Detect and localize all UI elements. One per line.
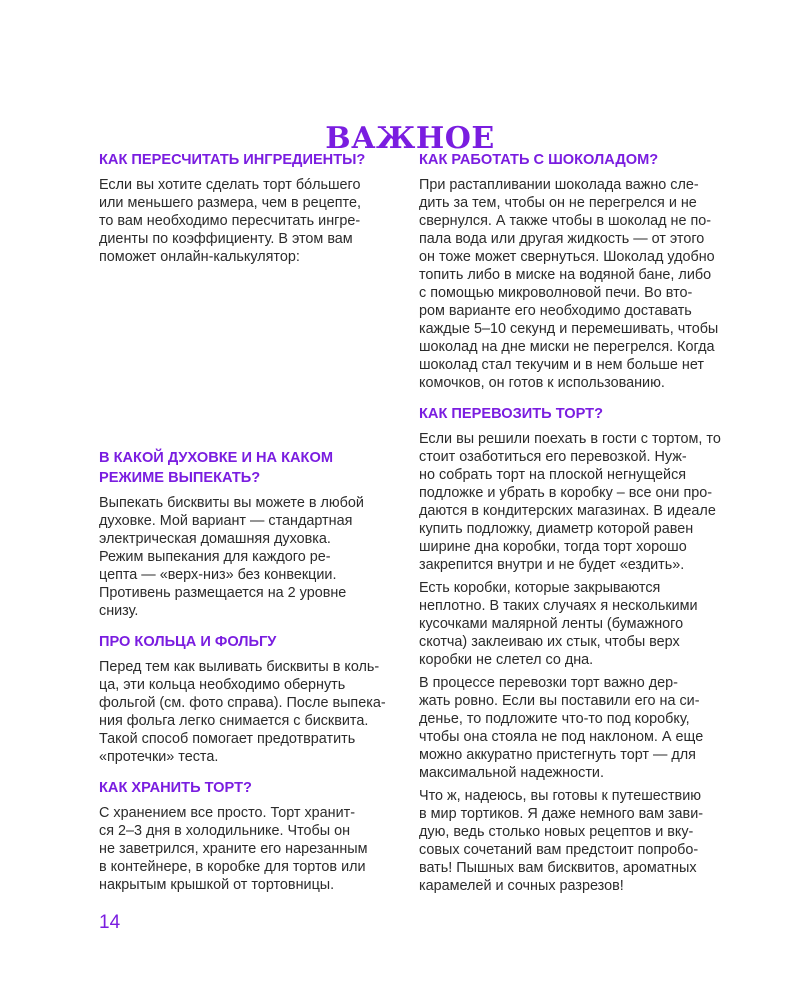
section-text-oven: Выпекать бисквиты вы можете в любой духовке. Мой вариант — стандартная электрическая домашняя духовка. Режим выпекания для каждого ре- цепта — «верх-низ» без конвекции. Противень размещается на 2 уровне снизу. xyxy=(99,495,364,619)
section-text-storage: С хранением все просто. Торт хранит- ся 2–3 дня в холодильнике. Чтобы он не заветрился, храните его нарезанным в контейнере, в коробке для тортов или накрытым крышкой от тортовницы. xyxy=(99,805,368,893)
section-heading-recalc: КАК ПЕРЕСЧИТАТЬ ИНГРЕДИЕНТЫ? xyxy=(99,152,366,168)
section-text-chocolate: При растапливании шоколада важно сле- дить за тем, чтобы он не перегрелся и не свернулся. А также чтобы в шоколад не по- пала вода или другая жидкость — от этого он тоже может свернуться. Шоколад удобно топить либо в миске на водяной бане, либо с помощью микроволновой печи. Во вто- ром варианте его необходимо доставать каждые 5–10 секунд и перемешивать, чтобы шоколад на дне миски не перегрелся. Когда шоколад стал текучим и в нем больше нет комочков, он готов к использованию. xyxy=(419,177,719,391)
section-text-transport-1: Если вы решили поехать в гости с тортом, то стоит озаботиться его перевозкой. Нуж- но собрать торт на плоской негнущейся подложке и убрать в коробку – все они про- даются в кондитерских магазинах. В идеале купить подложку, диаметр которой равен ширине дна коробки, тогда торт хорошо закрепится внутри и не будет «ездить». xyxy=(419,431,721,573)
section-oven xyxy=(99,448,403,620)
section-storage xyxy=(99,778,403,894)
section-heading-storage: КАК ХРАНИТЬ ТОРТ? xyxy=(99,780,252,796)
section-text-transport-2: Есть коробки, которые закрываются неплотно. В таких случаях я несколькими кусочками малярной ленты (бумажного скотча) заклеиваю их стык, чтобы верх коробки не слетел со дна. xyxy=(419,580,698,668)
section-text-recalc: Если вы хотите сделать торт бóльшего или меньшего размера, чем в рецепте, то вам необходимо пересчитать ингре- диенты по коэффициенту. В этом вам поможет онлайн-калькулятор: xyxy=(99,177,361,265)
section-transport xyxy=(419,404,730,895)
section-heading-rings: ПРО КОЛЬЦА И ФОЛЬГУ xyxy=(99,634,277,650)
section-heading-transport: КАК ПЕРЕВОЗИТЬ ТОРТ? xyxy=(419,406,603,422)
right-column xyxy=(419,150,730,907)
section-recalc xyxy=(99,150,403,266)
section-chocolate xyxy=(419,150,730,392)
left-column xyxy=(99,150,403,906)
blank-space xyxy=(99,278,403,448)
section-heading-chocolate: КАК РАБОТАТЬ С ШОКОЛАДОМ? xyxy=(419,152,659,168)
page-title: ВАЖНОЕ xyxy=(325,121,495,157)
section-text-transport-4: Что ж, надеюсь, вы готовы к путешествию в мир тортиков. Я даже немного вам зави- дую, ведь столько новых рецептов и вку- совых сочетаний вам предстоит попробо- вать! Пышных вам бисквитов, ароматных карамелей и сочных разрезов! xyxy=(419,788,704,894)
section-text-rings: Перед тем как выливать бисквиты в коль- ца, эти кольца необходимо обернуть фольгой (см. фото справа). После выпека- ния фольга легко снимается с бисквита. Такой способ помогает предотвратить «протечки» теста. xyxy=(99,659,386,765)
page-number: 14 xyxy=(99,912,121,933)
section-text-transport-3: В процессе перевозки торт важно дер- жать ровно. Если вы поставили его на си- денье, то подложите что-то под коробку, чтобы она стояла не под наклоном. А еще можно аккуратно пристегнуть торт — для максимальной надежности. xyxy=(419,675,704,781)
section-rings xyxy=(99,632,403,766)
section-heading-oven: В КАКОЙ ДУХОВКЕ И НА КАКОМ РЕЖИМЕ ВЫПЕКАТЬ? xyxy=(99,450,333,486)
